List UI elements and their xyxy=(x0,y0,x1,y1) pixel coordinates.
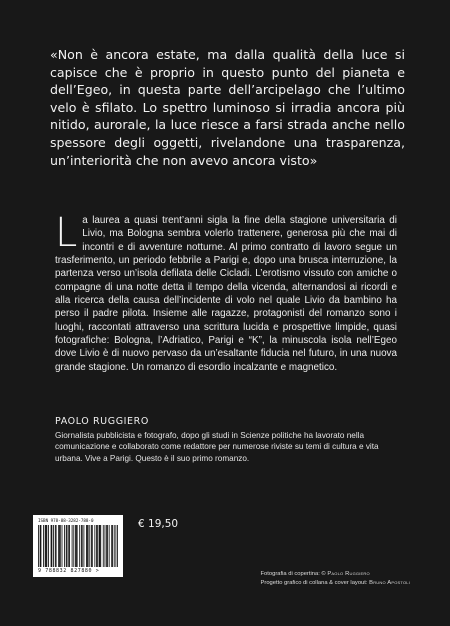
author-name: PAOLO RUGGIERO xyxy=(55,416,149,427)
isbn-number: ISBN 978-88-3282-788-0 xyxy=(38,518,94,523)
photo-credit-name: Paolo Ruggiero xyxy=(327,571,370,577)
price-label: € 19,50 xyxy=(138,518,179,530)
credits xyxy=(261,570,410,587)
barcode-digits: 9 788832 827880 > xyxy=(38,568,100,574)
isbn-barcode xyxy=(33,515,123,577)
excerpt-quote: «Non è ancora estate, ma dalla qualità della luce si capisce che è proprio in questo punto del pianeta e dell’Egeo, in questa parte dell’arcipelago che l’ultimo velo è sfilato. Lo spettro luminoso si irradia ancora più nitido, aurorale, la luce riesce a farsi strada anche nello spessore degli oggetti, rivelandone una trasparenza, un’interiorità che non avevo ancora visto» xyxy=(50,47,405,168)
synopsis-blurb xyxy=(55,210,397,374)
photo-credit xyxy=(261,570,410,579)
design-credit-name: Bruno Apostoli xyxy=(369,579,410,586)
author-bio: Giornalista pubblicista e fotografo, dopo gli studi in Scienze politiche ha lavorato nella comunicazione e collaborato come redattore per numerose riviste su temi di cultura e vita urbana. Vive a Parigi. Questo è il suo primo romanzo. xyxy=(55,431,379,463)
design-credit-label: Progetto grafico di collana & cover layout: xyxy=(260,579,368,586)
design-credit xyxy=(261,579,410,588)
drop-cap: L xyxy=(55,210,78,256)
barcode-icon xyxy=(38,525,118,567)
synopsis-text: a laurea a quasi trent’anni sigla la fine della stagione universitaria di Livio, ma Bologna sembra volerlo trattenere, generosa più che mai di incontri e di avventure notturne. Al primo contratto di lavoro segue un trasferimento, un periodo febbrile a Parigi e, dopo una brusca interruzione, la partenza verso un’isola defilata delle Cicladi. L’erotismo vissuto con amiche o compagne di una notte detta il tempo della vicenda, alternandosi ai ricordi e alla ricerca della causa dell’incidente di volo nel quale Livio da bambino ha perso il padre pilota. Insieme alle ragazze, protagonisti del romanzo sono i luoghi, raccontati attraverso una scrittura lucida e prospettive limpide, quasi fotografiche: Bologna, l’Adriatico, Parigi e “K”, la minuscola isola nell’Egeo dove Livio è di nuovo pervaso da un’esaltante fiducia nel futuro, in una nuova grande stagione. Un romanzo di esordio incalzante e magnetico. xyxy=(55,215,397,373)
photo-credit-label: Fotografia di copertina: © xyxy=(260,571,326,577)
